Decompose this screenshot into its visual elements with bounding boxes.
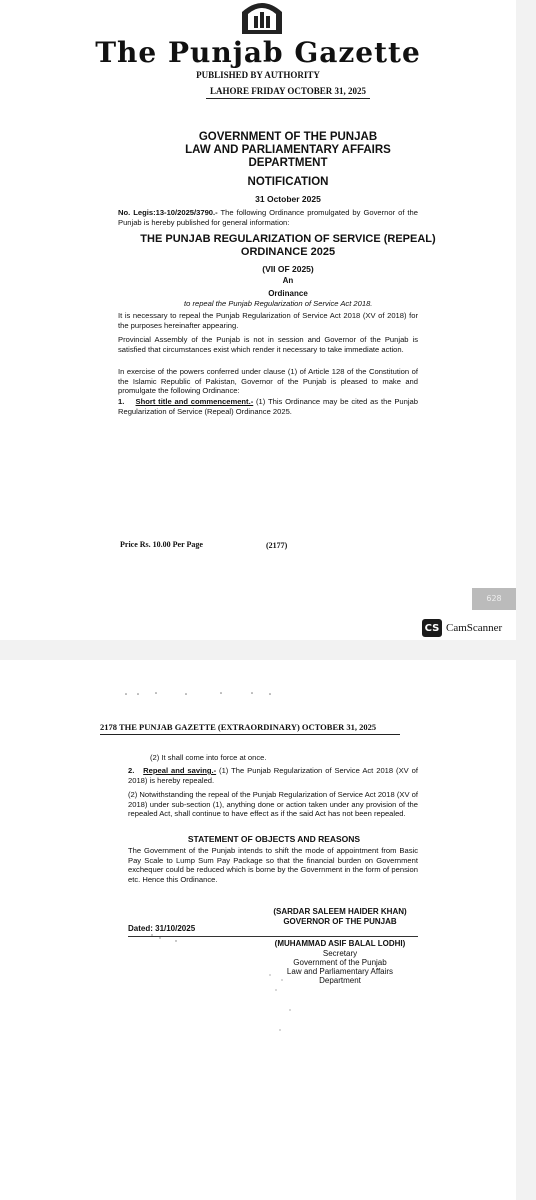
an-label: An xyxy=(282,276,294,285)
govt-line-3: DEPARTMENT xyxy=(248,157,328,169)
section-2-heading: Repeal and saving.- xyxy=(143,766,217,775)
price-label: Price Rs. 10.00 Per Page xyxy=(120,540,203,549)
ordinance-word: Ordinance xyxy=(268,289,308,298)
published-by: PUBLISHED BY AUTHORITY xyxy=(196,70,320,80)
paragraph-3: In exercise of the powers conferred under clause (1) of Article 128 of the Constitution of the Islamic Republic of Pakistan, Governor of the Punjab is pleased to make and promulgate the following Ordinance: xyxy=(118,367,418,396)
governor-name: (SARDAR SALEEM HAIDER KHAN) xyxy=(273,907,407,916)
section-2: 2. Repeal and saving.- (1) The Punjab Regularization of Service Act 2018 (XV of 2018) is hereby repealed. xyxy=(128,766,418,785)
page-number: (2177) xyxy=(266,541,288,550)
camscanner-logo-icon: CS xyxy=(422,619,442,637)
section-1-heading: Short title and commencement.- xyxy=(135,397,254,406)
paragraph-2: Provincial Assembly of the Punjab is not in session and Governor of the Punjab is satisfied that circumstances exist which render it necessary to take immediate action. xyxy=(118,335,418,354)
reference-number: No. Legis:13-10/2025/3790.- xyxy=(118,208,218,217)
ordinance-title-2: ORDINANCE 2025 xyxy=(240,246,336,258)
notification-heading: NOTIFICATION xyxy=(247,176,329,188)
reference-paragraph: No. Legis:13-10/2025/3790.- The following Ordinance promulgated by Governor of the Punjab is hereby published for general information: xyxy=(118,208,418,227)
signature-divider xyxy=(128,936,418,937)
camscanner-label: CamScanner xyxy=(446,622,503,634)
preamble: to repeal the Punjab Regularization of Service Act 2018. xyxy=(184,299,373,308)
secretary-name: (MUHAMMAD ASIF BALAL LODHI) xyxy=(274,939,406,948)
scan-noise xyxy=(0,660,516,1200)
secretary-line-4: Department xyxy=(319,976,361,985)
govt-line-1: GOVERNMENT OF THE PUNJAB xyxy=(198,131,378,143)
gazette-page-2 xyxy=(0,660,516,1200)
notification-date: 31 October 2025 xyxy=(255,194,321,204)
section-1: 1. Short title and commencement.- (1) This Ordinance may be cited as the Punjab Regularization of Service (Repeal) Ordinance 2025. xyxy=(118,397,418,416)
secretary-line-3: Law and Parliamentary Affairs xyxy=(286,967,394,976)
masthead-title: The Punjab Gazette xyxy=(95,36,421,69)
govt-line-2: LAW AND PARLIAMENTARY AFFAIRS xyxy=(185,144,391,156)
statement-text: The Government of the Punjab intends to shift the mode of appointment from Basic Pay Scale to Lump Sum Pay Package so that the financial burden on Government exchequer could be reduced which is borne by the Government in the form of pension etc. Hence this Ordinance. xyxy=(128,846,418,884)
subsection-2: (2) It shall come into force at once. xyxy=(150,753,267,762)
camscanner-watermark xyxy=(422,619,502,637)
coat-of-arms-icon xyxy=(232,0,292,34)
running-head: 2178 THE PUNJAB GAZETTE (EXTRAORDINARY) OCTOBER 31, 2025 xyxy=(100,722,400,735)
dateline: LAHORE FRIDAY OCTOBER 31, 2025 xyxy=(206,86,370,99)
page-corner-badge: 628 xyxy=(472,588,516,610)
secretary-line-1: Secretary xyxy=(322,949,358,958)
section-2-subsection-2: (2) Notwithstanding the repeal of the Punjab Regularization of Service Act 2018 (XV of 2018) under sub-section (1), anything done or action taken under any provision of the repealed Act, shall continue to have effect as if the said Act has not been repealed. xyxy=(128,790,418,819)
ordinance-number: (VII OF 2025) xyxy=(262,264,314,274)
governor-title: GOVERNOR OF THE PUNJAB xyxy=(283,917,397,926)
secretary-line-2: Government of the Punjab xyxy=(293,958,387,967)
ordinance-title-1: THE PUNJAB REGULARIZATION OF SERVICE (REPEAL) xyxy=(140,233,436,245)
statement-heading: STATEMENT OF OBJECTS AND REASONS xyxy=(187,834,361,844)
paragraph-1: It is necessary to repeal the Punjab Regularization of Service Act 2018 (XV of 2018) for the purposes hereinafter appearing. xyxy=(118,311,418,330)
dated-line: Dated: 31/10/2025 xyxy=(128,924,196,933)
